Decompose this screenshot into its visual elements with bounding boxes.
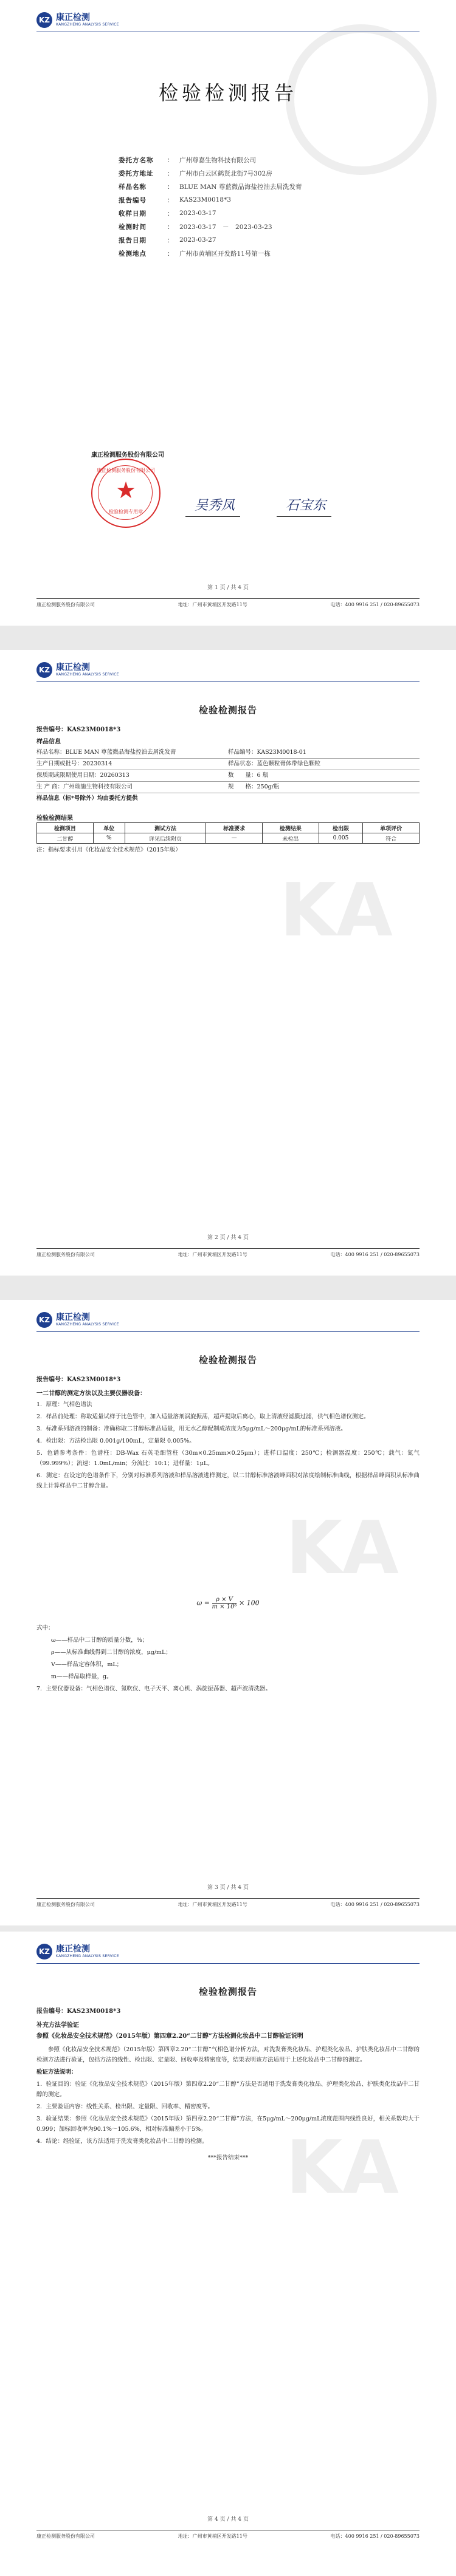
report-number: 报告编号：KAS23M0018*3	[36, 726, 121, 733]
section-title: 检验检测报告	[198, 705, 257, 716]
sample-note: 样品信息（标*号除外）均由委托方提供	[36, 795, 138, 802]
validation-paragraph: 3．验证结果：参照《化妆品安全技术规范》（2015年版）第四章2.20“二甘醇”方法，在5μg/mL～200μg/mL浓度范围内线性良好，相关系数均大于0.999；加标回收率为90.1%～105.6%，相对标准偏差小于5%。	[36, 2116, 420, 2133]
definition-line: 7．主要仪器设备：气相色谱仪、氮吹仪、电子天平、离心机、涡旋振荡器、超声波清洗器。	[36, 1686, 272, 1692]
results-table	[36, 822, 420, 844]
footer-company: 康正检测服务股份有限公司	[36, 1902, 95, 1907]
footer-company: 康正检测服务股份有限公司	[36, 1252, 95, 1257]
brand-en: KANGZHENG ANALYSIS SERVICE	[56, 22, 119, 27]
brand-logo	[36, 1311, 119, 1329]
method-paragraph: 4．检出限：方法检出限 0.001g/100mL，定量限 0.005%。	[36, 1438, 195, 1444]
signature-line	[277, 516, 331, 517]
report-info-block	[119, 153, 302, 260]
report-page-4	[0, 1932, 456, 2576]
page-footer	[36, 1898, 420, 1908]
formula-lhs: ω =	[196, 1599, 210, 1607]
brand-en: KANGZHENG ANALYSIS SERVICE	[56, 672, 119, 677]
kz-logo-icon: KZ	[36, 12, 52, 28]
footer-phone: 电话：400 9916 251 / 020-89655073	[330, 1252, 420, 1257]
info-value: 广州市白云区鹤贤北街7号302房	[179, 169, 272, 177]
validation-paragraph: 2．主要验证内容：线性关系、检出限、定量限、回收率、精密度等。	[36, 2103, 214, 2110]
brand-logo	[36, 11, 119, 29]
results-heading: 检验检测结果	[36, 815, 73, 822]
sample-row	[36, 782, 420, 793]
definition-line: 式中：	[36, 1625, 54, 1631]
brand-cn: 康正检测	[56, 663, 90, 672]
table-header-row	[37, 823, 420, 833]
header-rule	[36, 1963, 420, 1964]
page-number: 第 1 页 / 共 4 页	[207, 585, 249, 591]
formula-fraction	[212, 1596, 237, 1610]
info-value: 2023-03-17 － 2023-03-23	[179, 223, 272, 231]
definition-line: V——样品定容体积，mL；	[51, 1661, 123, 1668]
info-label: 报告日期	[119, 236, 147, 244]
sample-row	[36, 759, 420, 770]
info-row: 报告日期 ： 2023-03-27	[119, 236, 216, 244]
table-header: 检测项目	[37, 823, 94, 833]
validation-paragraph: 参照《化妆品安全技术规范》（2015年版）第四章2.20“二甘醇”气相色谱分析方法，对洗发膏类化妆品、护理类化妆品、护肤类化妆品中二甘醇的检测方法进行验证，包括方法的线性、检出限、定量限、回收率及精密度等，结果表明该方法适用于上述化妆品中二甘醇的测定。	[36, 2046, 420, 2063]
definition-line: m——样品取样量，g。	[51, 1673, 112, 1680]
info-value: KAS23M0018*3	[179, 196, 231, 203]
info-value: 广州市黄埔区开发路11号第一栋	[179, 250, 271, 258]
definition-line: ω——样品中二甘醇的质量分数，%；	[51, 1637, 148, 1644]
brand-cn: 康正检测	[56, 1944, 90, 1954]
kz-logo-icon: KZ	[36, 662, 52, 678]
footer-phone: 电话：400 9916 251 / 020-89655073	[330, 1902, 420, 1907]
footer-phone: 电话：400 9916 251 / 020-89655073	[330, 602, 420, 607]
table-row	[37, 833, 420, 844]
seal-text: 康正检测服务股份有限公司	[97, 468, 155, 473]
table-header: 标准要求	[206, 823, 263, 833]
table-cell: 符合	[363, 833, 420, 844]
info-row: 收样日期 ： 2023-03-17	[119, 210, 216, 217]
report-end: ***报告结束***	[207, 2154, 249, 2161]
table-cell: 未检出	[263, 833, 319, 844]
brand-cn: 康正检测	[56, 1313, 90, 1322]
sample-cell: 生 产 商：广州瑞施生物科技有限公司	[36, 784, 133, 790]
info-label: 样品名称	[119, 183, 147, 191]
page-number: 第 3 页 / 共 4 页	[207, 1885, 249, 1891]
sample-cell: 保质期或限期使用日期：20260313	[36, 772, 130, 779]
table-cell: %	[93, 833, 125, 844]
footer-address: 地址：广州市黄埔区开发路11号	[178, 2533, 247, 2539]
report-page-3	[0, 1300, 456, 1925]
section-title: 检验检测报告	[198, 1355, 257, 1365]
brand-cn: 康正检测	[56, 13, 90, 22]
footer-company: 康正检测服务股份有限公司	[36, 2533, 95, 2539]
footer-address: 地址：广州市黄埔区开发路11号	[178, 1902, 247, 1907]
star-icon: ★	[115, 477, 137, 504]
watermark: KA	[280, 869, 393, 953]
brand-logo	[36, 661, 119, 679]
report-page-2	[0, 650, 456, 1276]
sample-cell: 数 量：6 瓶	[228, 772, 269, 779]
validation-paragraph: 4．结论：经验证，该方法适用于洗发膏类化妆品中二甘醇的检测。	[36, 2138, 208, 2145]
page-footer	[36, 598, 420, 608]
sample-cell: 生产日期或批号：20230314	[36, 760, 112, 767]
validation-paragraph: 验证方法说明：	[36, 2069, 77, 2075]
info-value: BLUE MAN 尊蓝微晶海盐控油去屑洗发膏	[179, 183, 302, 191]
definition-line: ρ——从标准曲线得到二甘醇的浓度，μg/mL；	[51, 1649, 171, 1656]
footer-address: 地址：广州市黄埔区开发路11号	[178, 602, 247, 607]
info-row: 检测地点 ： 广州市黄埔区开发路11号第一栋	[119, 250, 271, 258]
brand-logo	[36, 1942, 119, 1961]
table-cell: 详见后续附页	[125, 833, 206, 844]
method-body	[36, 1399, 420, 1493]
kz-logo-icon: KZ	[36, 1312, 52, 1328]
table-header: 检测结果	[263, 823, 319, 833]
table-cell: 0.005	[319, 833, 362, 844]
info-value: 2023-03-17	[179, 210, 216, 217]
validation-body	[36, 2045, 420, 2165]
sample-cell: 样品名称：BLUE MAN 尊蓝微晶海盐控油去屑洗发膏	[36, 749, 176, 756]
validation-paragraph: 1．验证目的：验证《化妆品安全技术规范》（2015年版）第四章2.20“二甘醇”方法是否适用于洗发膏类化妆品、护理类化妆品、护肤类化妆品中二甘醇的测定。	[36, 2081, 420, 2098]
sample-cell: 样品状态：蓝色颗粒膏体带绿色颗粒	[228, 760, 321, 767]
info-row: 检测时间 ： 2023-03-17 － 2023-03-23	[119, 223, 272, 231]
sample-row	[36, 770, 420, 782]
table-header: 测试方法	[125, 823, 206, 833]
section-title: 检验检测报告	[198, 1986, 257, 1997]
sample-cell: 样品编号：KAS23M0018-01	[228, 749, 306, 756]
lab-name: 康正检测服务股份有限公司	[91, 452, 164, 459]
table-header: 检出限	[319, 823, 362, 833]
page-number: 第 2 页 / 共 4 页	[207, 1235, 249, 1241]
sample-info	[36, 747, 420, 804]
method-paragraph: 3．标准系列溶液的制备：准确称取二甘醇标准品适量，用无水乙醇配制成浓度为5μg/mL～200μg/mL的标准系列溶液。	[36, 1426, 347, 1432]
info-row: 样品名称 ： BLUE MAN 尊蓝微晶海盐控油去屑洗发膏	[119, 183, 302, 191]
calc-formula	[0, 1596, 456, 1610]
sample-heading: 样品信息	[36, 739, 61, 745]
table-note: 注：指标要求引用《化妆品安全技术规范》（2015年版）	[36, 847, 181, 853]
table-cell: —	[206, 833, 263, 844]
method-heading: 一二甘醇的测定方法以及主要仪器设备：	[36, 1390, 146, 1397]
method-paragraph: 5．色谱参考条件：色谱柱：DB-Wax 石英毛细管柱（30m×0.25mm×0.25μm）；进样口温度：250℃；检测器温度：250℃；载气：氮气（99.999%）；流速：1.0mL/min；分流比：10:1；进样量：1μL。	[36, 1450, 420, 1467]
method-paragraph: 6．测定：在设定的色谱条件下，分别对标准系列溶液和样品溶液进样测定，以二甘醇标准溶液峰面积对浓度绘制标准曲线，根据样品峰面积从标准曲线上计算样品中二甘醇含量。	[36, 1472, 420, 1489]
seal-sub: 检验检测专用章	[109, 509, 143, 514]
method-paragraph: 2．样品前处理：称取适量试样于比色管中，加入适量溶剂涡旋振荡，超声提取后离心，取上清液经滤膜过滤，供气相色谱仪测定。	[36, 1413, 370, 1420]
brand-en: KANGZHENG ANALYSIS SERVICE	[56, 1954, 119, 1958]
info-label: 检测时间	[119, 223, 147, 231]
table-cell: 二甘醇	[37, 833, 94, 844]
page-footer	[36, 1248, 420, 1258]
footer-company: 康正检测服务股份有限公司	[36, 602, 95, 607]
official-seal	[91, 459, 161, 528]
validation-subheading: 参照《化妆品安全技术规范》（2015年版）第四章2.20“二甘醇”方法检测化妆品中二甘醇验证说明	[36, 2033, 303, 2040]
formula-tail: × 100	[238, 1599, 260, 1607]
page-footer	[36, 2530, 420, 2540]
info-label: 委托方名称	[119, 156, 154, 164]
info-label: 检测地点	[119, 250, 147, 258]
signature-2: 石宝东	[286, 498, 326, 513]
info-label: 收样日期	[119, 210, 147, 217]
brand-en: KANGZHENG ANALYSIS SERVICE	[56, 1322, 119, 1327]
sample-cell: 规 格：250g/瓶	[228, 784, 280, 790]
watermark: KA	[286, 1506, 399, 1591]
signature-line	[185, 516, 240, 517]
formula-denominator: m × 10⁶	[212, 1604, 237, 1610]
report-number: 报告编号：KAS23M0018*3	[36, 2008, 121, 2015]
signature-1: 吴秀凤	[195, 498, 235, 513]
header-rule	[36, 1331, 420, 1332]
page-number: 第 4 页 / 共 4 页	[207, 2516, 249, 2523]
sample-row	[36, 747, 420, 759]
table-header: 单位	[93, 823, 125, 833]
info-value: 广州尊嘉生物科技有限公司	[179, 156, 256, 164]
info-value: 2023-03-27	[179, 236, 216, 244]
footer-address: 地址：广州市黄埔区开发路11号	[178, 1252, 247, 1257]
info-row: 委托方名称 ： 广州尊嘉生物科技有限公司	[119, 156, 256, 164]
info-label: 委托方地址	[119, 169, 154, 177]
info-row: 报告编号 ： KAS23M0018*3	[119, 196, 231, 204]
table-header: 单项评价	[363, 823, 420, 833]
validation-heading: 补充方法学验证	[36, 2022, 79, 2029]
footer-phone: 电话：400 9916 251 / 020-89655073	[330, 2533, 420, 2539]
report-page-1	[0, 0, 456, 626]
report-number: 报告编号：KAS23M0018*3	[36, 1376, 121, 1383]
formula-numerator: ρ × V	[212, 1596, 237, 1604]
method-paragraph: 1．原理：气相色谱法	[36, 1401, 92, 1408]
formula-definitions	[36, 1623, 420, 1696]
kz-logo-icon: KZ	[36, 1944, 52, 1959]
info-label: 报告编号	[119, 196, 147, 204]
watermark: KA	[286, 2126, 399, 2210]
info-row: 委托方地址 ： 广州市白云区鹤贤北街7号302房	[119, 169, 272, 177]
report-title: 检验检测报告	[158, 81, 297, 104]
